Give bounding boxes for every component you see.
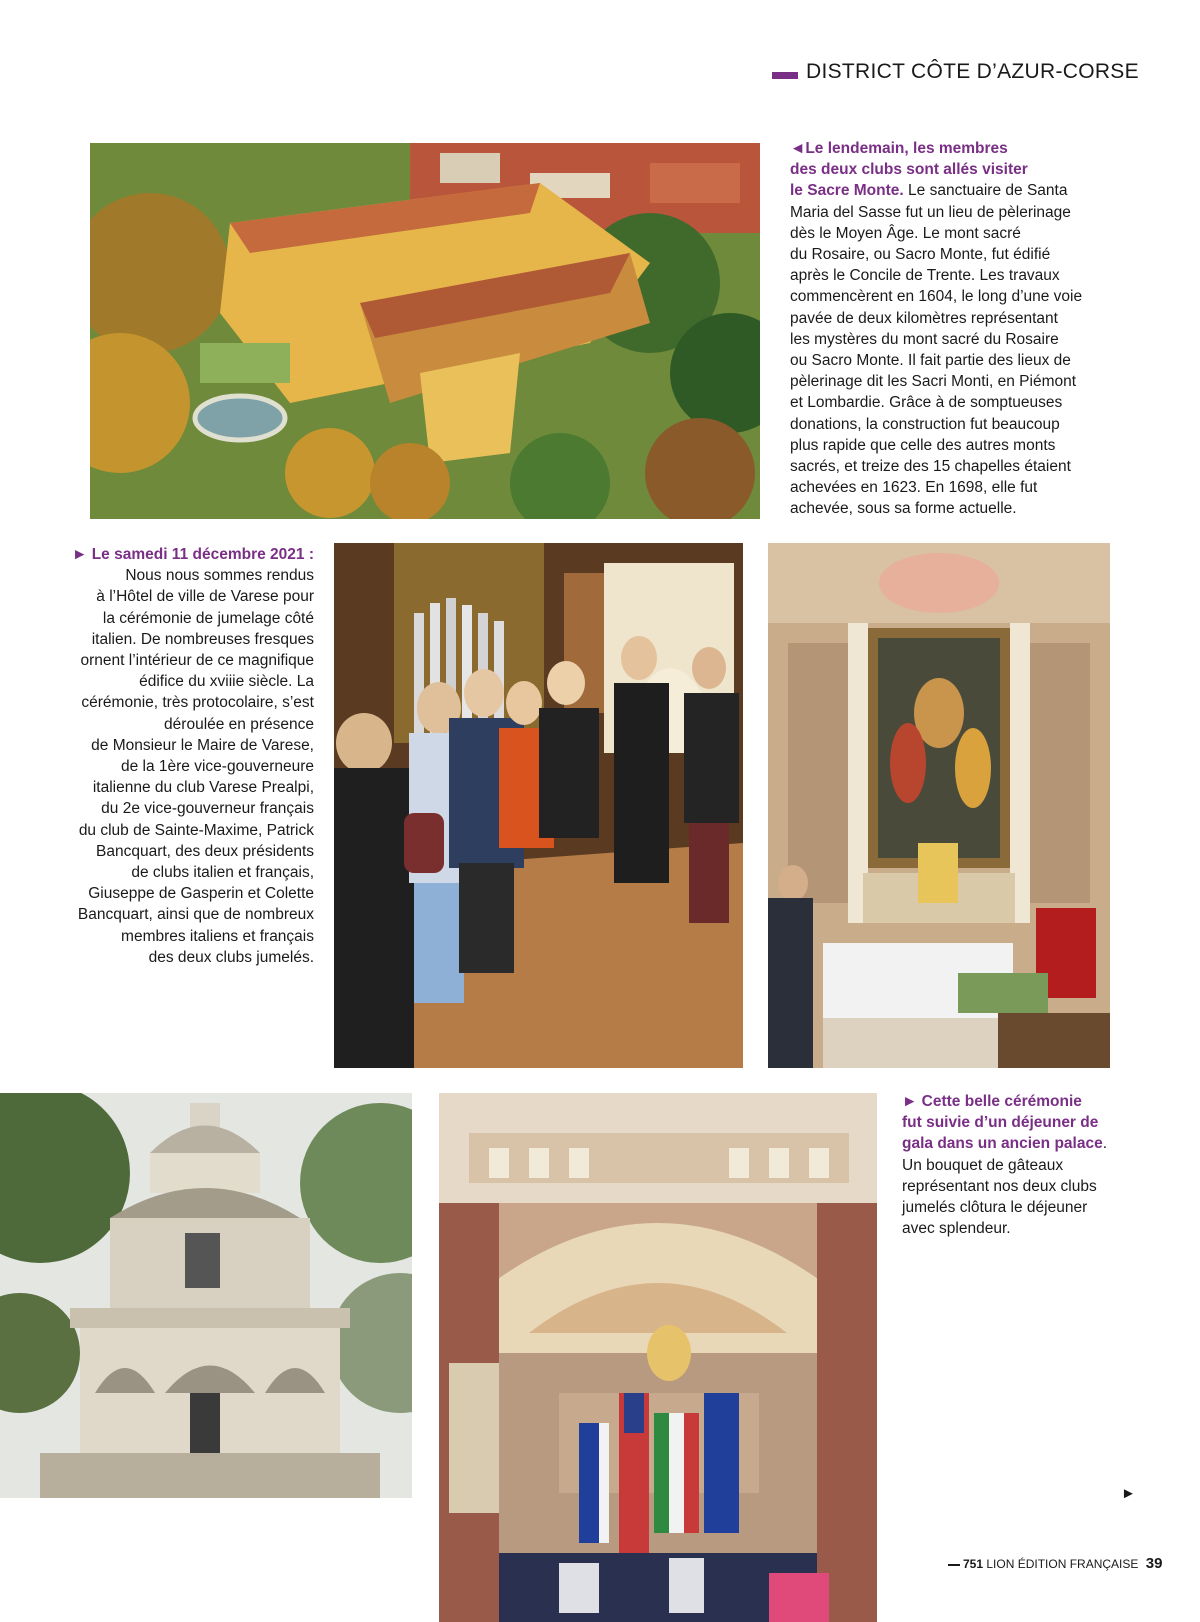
section-title: DISTRICT CÔTE D’AZUR-CORSE — [806, 60, 1139, 83]
caption-lead-line: Le lendemain, les membres — [805, 140, 1008, 157]
section-marker — [772, 72, 798, 79]
caption-line: à l’Hôtel de ville de Varese pour — [96, 588, 314, 606]
footer-issue: 751 — [963, 1557, 984, 1571]
caption-lead-line: fut suivie d’un déjeuner de — [902, 1114, 1099, 1132]
caption-lead-line: des deux clubs sont allés visiter — [790, 161, 1028, 179]
caption-line: Maria del Sasse fut un lieu de pèlerinage — [790, 203, 1071, 221]
caption-line: commencèrent en 1604, le long d’une voie — [790, 288, 1083, 306]
section-header — [772, 58, 1139, 88]
caption-line: des deux clubs jumelés. — [148, 948, 314, 966]
photo-chapel-altar — [768, 543, 1110, 1068]
photo-group-hall — [334, 543, 743, 1068]
caption-line: ou Sacro Monte. Il fait partie des lieux de — [790, 352, 1071, 370]
caption-line: de Monsieur le Maire de Varese, — [91, 736, 314, 754]
caption-line: Bancquart, des deux présidents — [96, 842, 314, 860]
caption-lead-line: Le samedi 11 décembre 2021 : — [91, 546, 314, 563]
page-number: 39 — [1145, 1555, 1163, 1572]
caption-sacre-monte — [790, 138, 1090, 520]
caption-line: de la 1ère vice-gouverneure — [120, 758, 314, 776]
caption-lead-line: le Sacre Monte. — [790, 182, 904, 200]
footer-magazine: LION ÉDITION FRANÇAISE — [986, 1557, 1139, 1571]
caption-line: les mystères du mont sacré du Rosaire — [790, 330, 1059, 348]
caption-lead-line: Cette belle cérémonie — [921, 1093, 1082, 1110]
caption-line: membres italiens et français — [121, 927, 314, 945]
caption-line: plus rapide que celle des autres monts — [790, 436, 1056, 454]
caption-line: donations, la construction fut beaucoup — [790, 415, 1060, 433]
caption-text: Le sanctuaire de Santa — [903, 182, 1068, 200]
photo-round-chapel — [0, 1093, 412, 1498]
caption-line: Un bouquet de gâteaux — [902, 1156, 1064, 1174]
caption-line: achevées en 1623. En 1698, elle fut — [790, 479, 1038, 497]
caption-line: achevée, sous sa forme actuelle. — [790, 500, 1017, 518]
caption-arrow: ► — [72, 546, 88, 563]
caption-line: Bancquart, ainsi que de nombreux — [77, 906, 314, 924]
caption-line: cérémonie, très protocolaire, s’est — [81, 694, 314, 712]
next-page-arrow-icon: ► — [1121, 1485, 1136, 1502]
caption-line: de clubs italien et français, — [131, 864, 314, 882]
caption-line: édifice du xviiie siècle. La — [139, 673, 314, 691]
footer-dash — [948, 1564, 960, 1566]
caption-line: avec splendeur. — [902, 1220, 1011, 1238]
caption-line: italienne du club Varese Prealpi, — [92, 779, 314, 797]
caption-line: après le Concile de Trente. Les travaux — [790, 267, 1060, 285]
caption-line: sacrés, et treize des 15 chapelles étaient — [790, 458, 1071, 476]
caption-line: Giuseppe de Gasperin et Colette — [88, 885, 314, 903]
caption-line: la cérémonie de jumelage côté — [102, 609, 314, 627]
caption-line: jumelés clôtura le déjeuner — [902, 1199, 1088, 1217]
caption-arrow: ◄ — [790, 140, 806, 157]
caption-line: ornent l’intérieur de ce magnifique — [80, 652, 314, 670]
caption-text: . — [1102, 1135, 1108, 1153]
caption-line: et Lombardie. Grâce à de somptueuses — [790, 394, 1063, 412]
page-footer — [948, 1555, 1163, 1577]
caption-line: dès le Moyen Âge. Le mont sacré — [790, 224, 1021, 242]
photo-banquet-hall — [439, 1093, 877, 1622]
caption-line: Nous nous sommes rendus — [125, 567, 314, 585]
caption-arrow: ► — [902, 1093, 918, 1110]
caption-ceremonie — [902, 1091, 1122, 1239]
caption-line: du club de Sainte-Maxime, Patrick — [78, 821, 314, 839]
caption-line: pèlerinage dit les Sacri Monti, en Piémont — [790, 373, 1077, 391]
caption-samedi — [60, 544, 314, 968]
caption-line: déroulée en présence — [164, 715, 314, 733]
caption-line: pavée de deux kilomètres représentant — [790, 309, 1058, 327]
caption-line: représentant nos deux clubs — [902, 1177, 1097, 1195]
caption-line: italien. De nombreuses fresques — [91, 630, 314, 648]
caption-line: du Rosaire, ou Sacro Monte, fut édifié — [790, 246, 1051, 264]
caption-line: du 2e vice-gouverneur français — [101, 800, 314, 818]
photo-aerial-villa — [90, 143, 760, 519]
caption-lead-line: gala dans un ancien palace — [902, 1135, 1103, 1153]
